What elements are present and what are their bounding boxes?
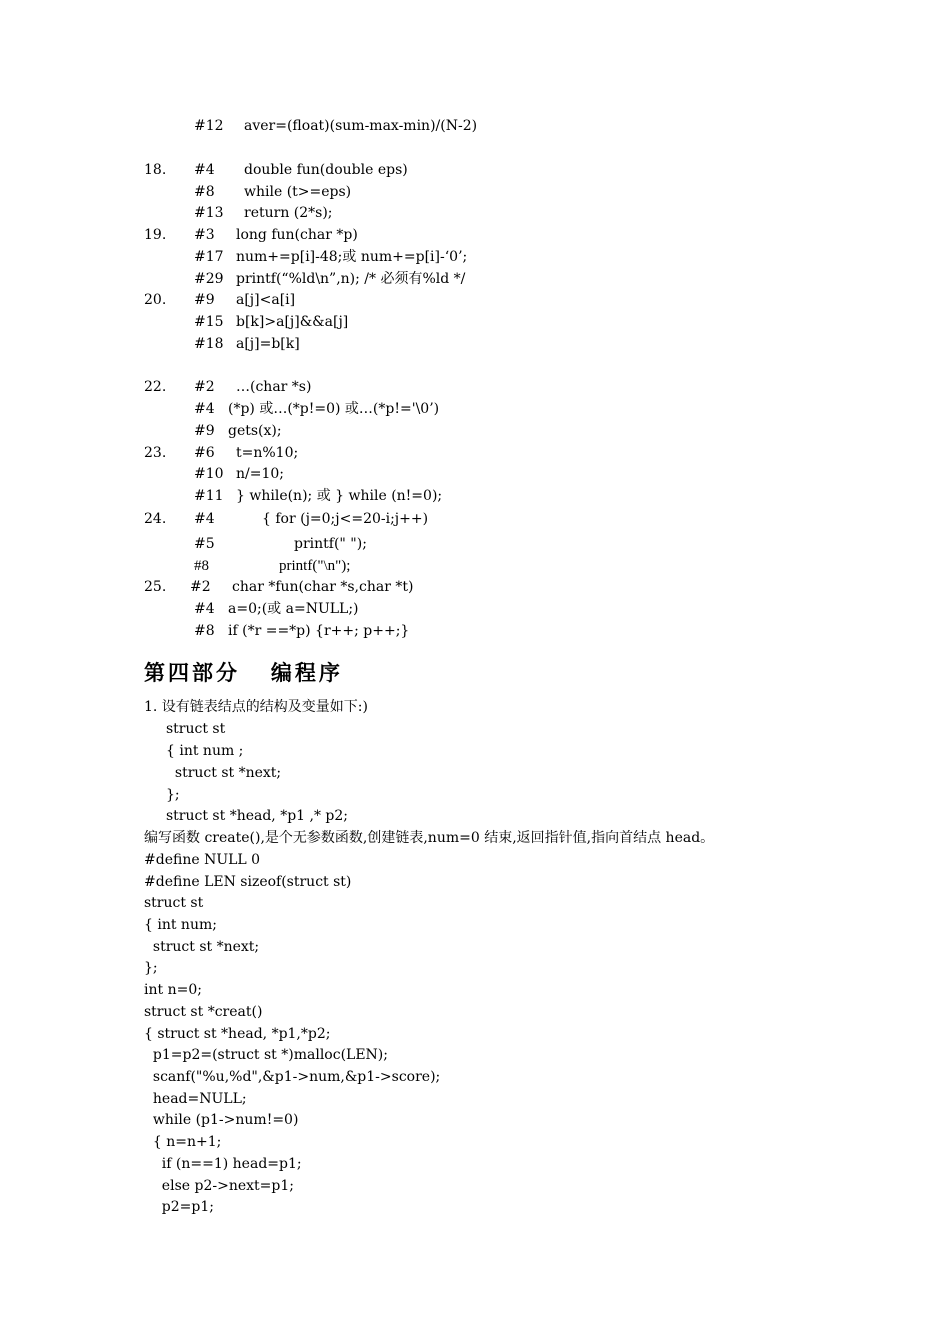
answer-code: printf(" ");: [294, 536, 367, 552]
code-line: };: [144, 960, 158, 976]
answer-tag: #4: [194, 162, 215, 178]
answer-code: aver=(float)(sum-max-min)/(N-2): [244, 118, 478, 134]
answer-code: long fun(char *p): [236, 227, 358, 243]
question-number: 23.: [144, 445, 167, 461]
answer-code: a[j]<a[i]: [236, 292, 296, 308]
code-line: #define NULL 0: [144, 852, 261, 868]
answer-code: b[k]>a[j]&&a[j]: [236, 314, 349, 330]
answer-code: while (t>=eps): [244, 184, 352, 200]
answer-tag: #5: [194, 536, 215, 552]
question-number: 22.: [144, 379, 167, 395]
answer-code: a=0;(或 a=NULL;): [228, 601, 359, 617]
code-line: { n=n+1;: [144, 1134, 222, 1150]
answer-code: char *fun(char *s,char *t): [232, 579, 414, 595]
answer-tag: #29: [194, 271, 224, 287]
answer-tag: #4: [194, 401, 215, 417]
section-title: 第四部分 编程序: [144, 660, 343, 685]
answer-tag: #10: [194, 466, 224, 482]
answer-tag: #13: [194, 205, 224, 221]
answer-code: t=n%10;: [236, 445, 299, 461]
answer-tag: #8: [194, 184, 215, 200]
code-line: p2=p1;: [144, 1199, 214, 1215]
answer-tag: #4: [194, 511, 215, 527]
code-line: #define LEN sizeof(struct st): [144, 874, 352, 890]
answer-tag: #3: [194, 227, 215, 243]
decl-line: struct st *next;: [166, 765, 282, 781]
question-number: 18.: [144, 162, 167, 178]
decl-line: { int num ;: [166, 743, 244, 759]
code-line: struct st: [144, 895, 204, 911]
answer-code: } while(n); 或 } while (n!=0);: [236, 488, 443, 504]
answer-code: num+=p[i]-48;或 num+=p[i]-‘0’;: [236, 249, 468, 265]
decl-line: struct st *head, *p1 ,* p2;: [166, 808, 349, 824]
problem-intro: 1. 设有链表结点的结构及变量如下:): [144, 699, 368, 715]
code-line: { struct st *head, *p1,*p2;: [144, 1026, 331, 1042]
answer-code: …(char *s): [236, 379, 312, 395]
answer-code: n/=10;: [236, 466, 284, 482]
code-line: scanf("%u,%d",&p1->num,&p1->score);: [144, 1069, 441, 1085]
answer-code: gets(x);: [228, 423, 282, 439]
answer-tag: #4: [194, 601, 215, 617]
answer-code: return (2*s);: [244, 205, 333, 221]
task-description: 编写函数 create(),是个无参数函数,创建链表,num=0 结束,返回指针值,指向首结点 head。: [144, 830, 715, 846]
decl-line: };: [166, 787, 180, 803]
answer-tag: #9: [194, 423, 215, 439]
answer-tag: #17: [194, 249, 224, 265]
answer-tag: #12: [194, 118, 224, 134]
answer-code: if (*r ==*p) {r++; p++;}: [228, 623, 410, 639]
code-line: struct st *next;: [144, 939, 260, 955]
answer-tag: #2: [190, 579, 211, 595]
answer-tag: #15: [194, 314, 224, 330]
answer-tag: #9: [194, 292, 215, 308]
code-line: while (p1->num!=0): [144, 1112, 299, 1128]
answer-code: a[j]=b[k]: [236, 336, 300, 352]
answer-code: printf(“%ld\n”,n); /* 必须有%ld */: [236, 271, 466, 287]
code-line: { int num;: [144, 917, 217, 933]
code-line: int n=0;: [144, 982, 202, 998]
answer-tag: #18: [194, 336, 224, 352]
answer-code: double fun(double eps): [244, 162, 408, 178]
code-line: else p2->next=p1;: [144, 1178, 294, 1194]
answer-tag: #6: [194, 445, 215, 461]
question-number: 24.: [144, 511, 167, 527]
code-line: p1=p2=(struct st *)malloc(LEN);: [144, 1047, 388, 1063]
answer-tag: #8: [194, 558, 209, 574]
question-number: 20.: [144, 292, 167, 308]
decl-line: struct st: [166, 721, 226, 737]
question-number: 19.: [144, 227, 167, 243]
answer-tag: #2: [194, 379, 215, 395]
code-line: if (n==1) head=p1;: [144, 1156, 302, 1172]
answer-code: printf("\n");: [279, 558, 351, 574]
question-number: 25.: [144, 579, 167, 595]
answer-tag: #11: [194, 488, 224, 504]
code-line: struct st *creat(): [144, 1004, 263, 1020]
answer-code: { for (j=0;j<=20-i;j++): [262, 511, 429, 527]
answer-tag: #8: [194, 623, 215, 639]
answer-code: (*p) 或…(*p!=0) 或…(*p!='\0’): [228, 401, 440, 417]
code-line: head=NULL;: [144, 1091, 247, 1107]
